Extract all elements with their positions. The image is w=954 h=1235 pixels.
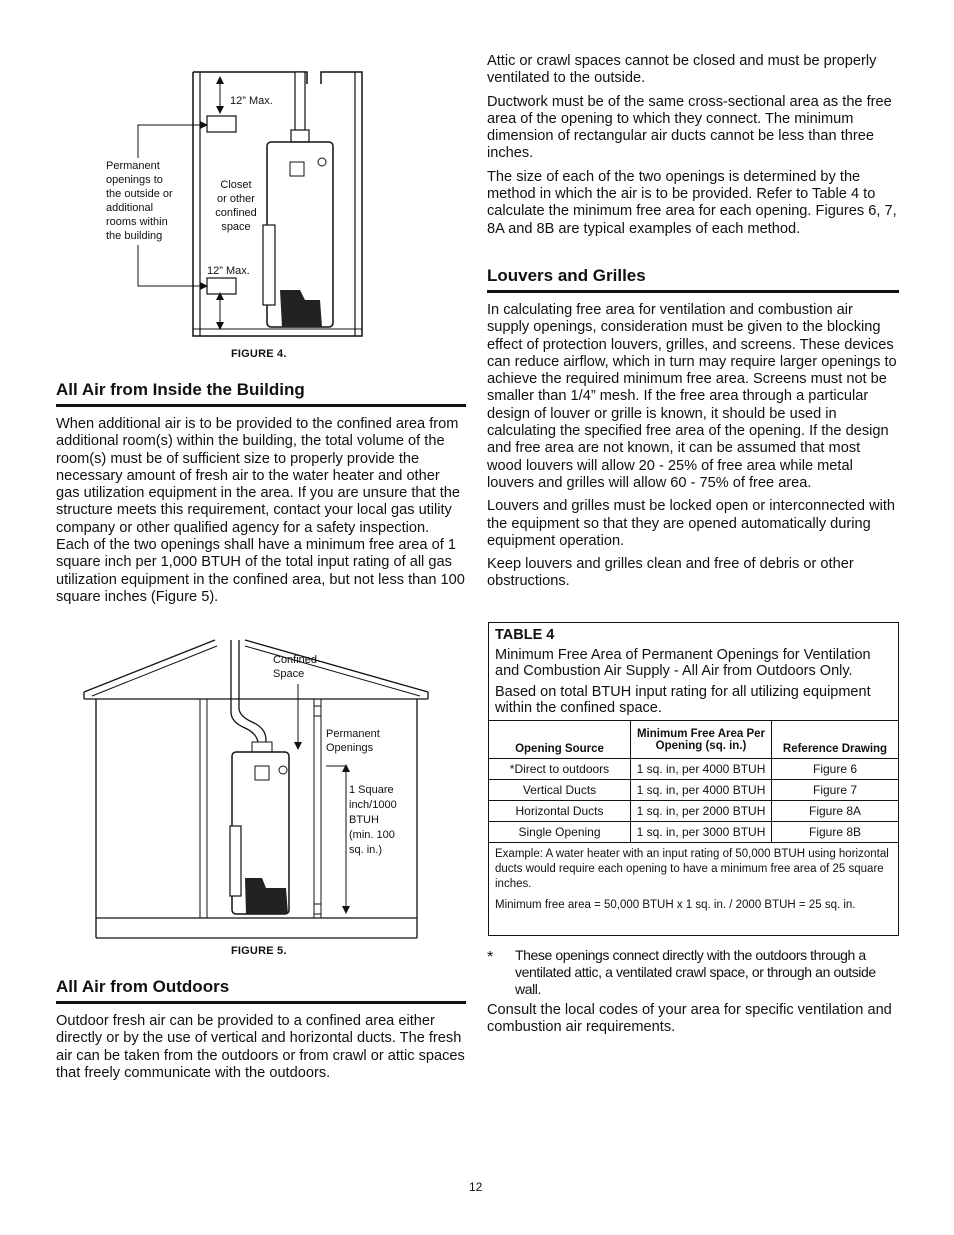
right-paragraph-1: Attic or crawl spaces cannot be closed and must be properly ventilated to the outside. — [487, 53, 877, 87]
figure-4-label-top: 12” Max. — [230, 95, 273, 107]
footnote — [487, 947, 899, 998]
figure-5-label-square: 1 Square inch/1000 BTUH (min. 100 sq. in.) — [349, 784, 397, 856]
inside-paragraph-1: When additional air is to be provided to the confined area from additional room(s) within the building, the total volume of the room(s) must be of sufficient size to properly provide the necessary amount of fresh air to the water heater and other gas utilization equipment in the area. If you are unsure that the structure meets this requirement, contact your local gas utility company or other qualified agency for a safety inspection. — [56, 416, 461, 536]
table-header-cell: Opening Source — [489, 721, 631, 759]
figure-4-label-openings: Permanent openings to the outside or additional rooms within the building — [106, 160, 173, 242]
table-header-cell: Reference Drawing — [772, 721, 899, 759]
footnote-mark: * — [487, 949, 494, 966]
heading-louvers: Louvers and Grilles — [487, 266, 899, 293]
table-cell: Horizontal Ducts — [489, 801, 631, 822]
table-4-description: Minimum Free Area of Permanent Openings for Ventilation and Combustion Air Supply - All Air from Outdoors Only. — [495, 647, 871, 679]
table-4-grid — [488, 720, 899, 843]
right-paragraph-3: The size of each of the two openings is determined by the method in which the air is to be provided. Refer to Table 4 to calculate the minimum free area for each opening. Figures 6, 7, 8A and 8B are typical examples of each method. — [487, 168, 897, 237]
table-cell: Figure 8A — [772, 801, 899, 822]
figure-5-label-confined: Confined Space — [273, 654, 318, 680]
table-header-cell: Minimum Free Area Per Opening (sq. in.) — [631, 721, 772, 759]
section-louvers — [487, 266, 899, 591]
table-cell: *Direct to outdoors — [489, 759, 631, 780]
consult-paragraph: Consult the local codes of your area for specific ventilation and combustion air requirements. — [487, 1002, 892, 1036]
table-row — [489, 759, 899, 780]
table-cell: Vertical Ducts — [489, 780, 631, 801]
table-row — [489, 801, 899, 822]
table-4-title: TABLE 4 — [495, 627, 555, 643]
section-outdoors — [56, 977, 466, 1082]
table-cell: 1 sq. in, per 2000 BTUH — [631, 801, 772, 822]
heading-inside-building: All Air from Inside the Building — [56, 380, 466, 407]
figure-4-label-closet: Closet or other confined space — [215, 179, 257, 233]
table-cell: Figure 8B — [772, 822, 899, 843]
table-cell: Single Opening — [489, 822, 631, 843]
figure-4-label-bottom: 12” Max. — [207, 265, 250, 277]
table-row — [489, 822, 899, 843]
table-4-formula: Minimum free area = 50,000 BTUH x 1 sq. in. / 2000 BTUH = 25 sq. in. — [495, 899, 856, 911]
louvers-paragraph-1: In calculating free area for ventilation and combustion air supply openings, consideration must be given to the blocking effect of protection louvers, grilles, and screens. These devices can reduce airflow, which in turn may require larger openings to achieve the required minimum free area. Screens must not be smaller than 1/4” mesh. If the free area through a particular design of louver or grille is known, it should be used in calculating the specified free area of the opening. If the design and free area are not known, it can be assumed that most wood louvers will allow 20 - 25% of free area while metal louvers and grilles will allow 60 - 75% of free area. — [487, 302, 897, 491]
table-cell: 1 sq. in, per 4000 BTUH — [631, 759, 772, 780]
heading-outdoors: All Air from Outdoors — [56, 977, 466, 1004]
table-header-row — [489, 721, 899, 759]
table-row — [489, 780, 899, 801]
outdoors-paragraph-1: Outdoor fresh air can be provided to a confined area either directly or by the use of vertical and horizontal ducts. The fresh air can be taken from the outdoors or from crawl or attic spaces that freely communicate with the outdoors. — [56, 1013, 465, 1081]
table-cell: Figure 7 — [772, 780, 899, 801]
table-4-basis: Based on total BTUH input rating for all utilizing equipment within the confined space. — [495, 684, 871, 716]
footnote-text: These openings connect directly with the outdoors through a ventilated attic, a ventilated crawl space, or through an outside wall. — [515, 947, 876, 997]
table-cell: 1 sq. in, per 4000 BTUH — [631, 780, 772, 801]
figure-4-caption: FIGURE 4. — [231, 348, 287, 360]
louvers-paragraph-3: Keep louvers and grilles clean and free of debris or other obstructions. — [487, 556, 854, 590]
table-4-example: Example: A water heater with an input rating of 50,000 BTUH using horizontal ducts would require each opening to have a minimum free area of 25 square inches. — [495, 848, 889, 890]
right-column-intro — [487, 53, 899, 238]
right-paragraph-2: Ductwork must be of the same cross-sectional area as the free area of the opening to which they connect. The minimum dimension of rectangular air ducts cannot be less than three inches. — [487, 93, 892, 162]
table-4 — [488, 622, 899, 936]
figure-5-label-permanent: Permanent Openings — [326, 728, 380, 754]
figure-5-caption: FIGURE 5. — [231, 945, 287, 957]
page-number: 12 — [469, 1180, 483, 1194]
table-cell: Figure 6 — [772, 759, 899, 780]
louvers-paragraph-2: Louvers and grilles must be locked open or interconnected with the equipment so that they are opened automatically during equipment operation. — [487, 498, 896, 549]
table-cell: 1 sq. in, per 3000 BTUH — [631, 822, 772, 843]
inside-paragraph-2: Each of the two openings shall have a minimum free area of 1 square inch per 1,000 BTUH of the total input rating of all gas utilization equipment in the confined area, but not less than 100 square inches (Figure 5). — [56, 537, 465, 605]
